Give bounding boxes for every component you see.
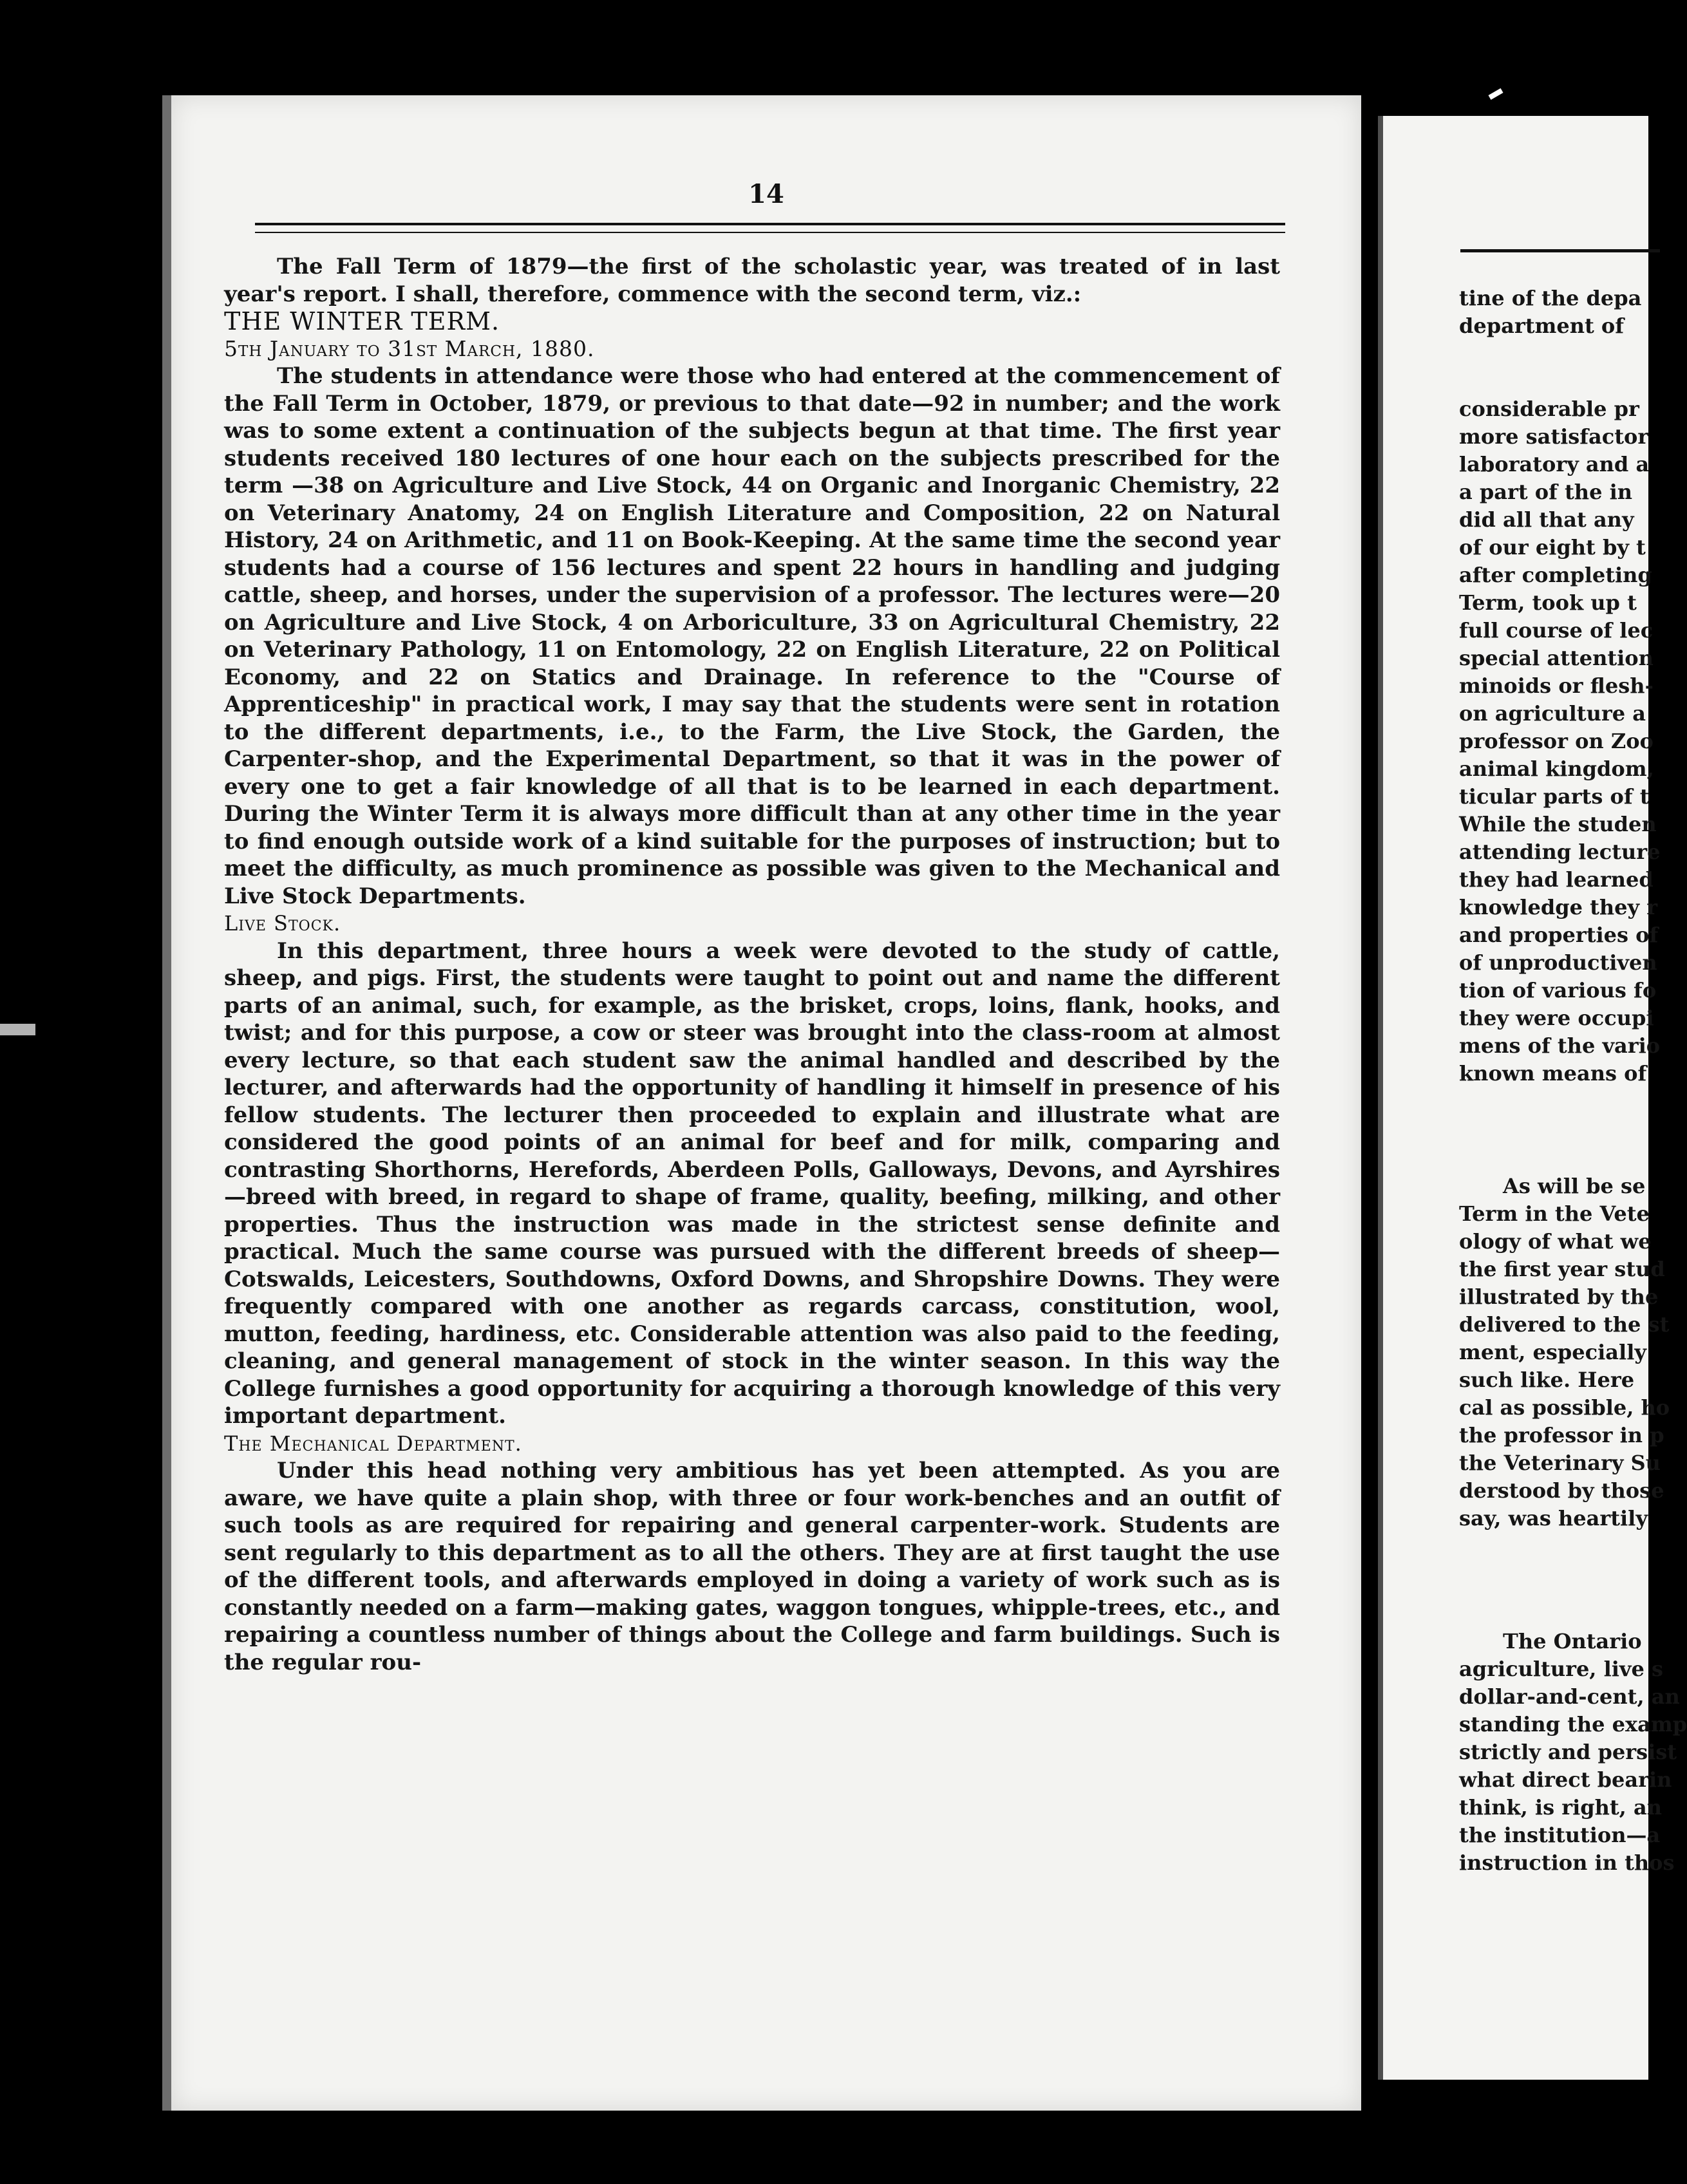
right-line: on agriculture a (1459, 701, 1646, 726)
right-line: tion of various fo (1459, 978, 1657, 1003)
right-line: cal as possible, ho (1459, 1395, 1670, 1420)
right-line: after completing (1459, 563, 1652, 587)
right-line: what direct bearin (1459, 1767, 1672, 1792)
right-line: The Ontario (1503, 1629, 1642, 1653)
mechanical-paragraph: Under this head nothing very ambitious has yet been attempted. As you are aware, we have quite a plain shop, with three or four work-benches and an outfit of such tools as are required for repairing and general carpenter-work. Students are sent regularly to this department as to all the others. They are at first taught the use of the different tools, and afterwards employed in doing a variety of work such as is constantly needed on a farm—making gates, waggon tongues, whipple-trees, etc., and repairing a countless number of things about the College and farm buildings. Such is the regular rou- (224, 1458, 1280, 1675)
right-text (1459, 285, 1687, 1877)
right-line: professor on Zoo (1459, 729, 1654, 753)
header-rule-top (255, 223, 1285, 225)
right-line: a part of the in (1459, 480, 1632, 504)
right-line: the institution—a (1459, 1823, 1661, 1847)
right-line: department of (1459, 314, 1624, 338)
right-line: think, is right, an (1459, 1795, 1662, 1820)
right-line: agriculture, live s (1459, 1657, 1663, 1681)
right-line: they were occupi (1459, 1006, 1654, 1030)
film-speck (1488, 88, 1503, 100)
left-page (162, 95, 1361, 2111)
right-line: animal kingdom, (1459, 757, 1654, 781)
right-line: and properties of (1459, 923, 1659, 947)
right-line: ology of what we (1459, 1229, 1652, 1254)
winter-term-paragraph: The students in attendance were those who had entered at the commencement of the Fall Term in October, 1879, or previous to that date—92 in number; and the work was to some extent a continuation of the subjects begun at that time. The first year students received 180 lectures of one hour each on the subjects prescribed for the term —38 on Agriculture and Live Stock, 44 on Organic and Inorganic Chemistry, 22 on Veterinary Anatomy, 24 on English Literature and Composition, 22 on Natural History, 24 on Arithmetic, and 11 on Book-Keeping. At the same time the second year students had a course of 156 lectures and spent 22 hours in handling and judging cattle, sheep, and horses, under the supervision of a professor. The lectures were—20 on Agriculture and Live Stock, 4 on Arboriculture, 33 on Agricultural Chemistry, 22 on Veterinary Pathology, 11 on Entomology, 22 on English Literature, 22 on Political Economy, and 22 on Statics and Drainage. In reference to the "Course of Apprenticeship" in practical work, I may say that the students were sent in rotation to the different departments, i.e., to the Farm, the Live Stock, the Garden, the Carpenter-shop, and the Experimental Department, so that it was in the power of every one to get a fair knowledge of all that is to be learned in each department. During the Winter Term it is always more difficult than at any other time in the year to find enough outside work of a kind suitable for the purposes of instruction; but to meet the difficulty, as much prominence as possible was given to the Mechanical and Live Stock Departments. (224, 363, 1280, 909)
right-line: standing the examp (1459, 1712, 1687, 1737)
right-line: the professor in p (1459, 1423, 1664, 1447)
right-line: strictly and persist (1459, 1740, 1677, 1764)
right-line: Term, took up t (1459, 590, 1637, 615)
right-line: instruction in thos (1459, 1850, 1675, 1875)
film-speck (0, 1024, 35, 1035)
right-line: dollar-and-cent, an (1459, 1684, 1680, 1709)
right-line: known means of (1459, 1061, 1647, 1086)
right-line: knowledge they r (1459, 895, 1658, 919)
right-line: minoids or flesh- (1459, 673, 1654, 698)
right-line: of our eight by t (1459, 535, 1646, 560)
right-page-fragment (1378, 116, 1687, 2080)
spacer (1459, 1532, 1665, 1628)
right-line: Term in the Vete (1459, 1201, 1650, 1226)
right-line: the first year stud (1459, 1257, 1665, 1281)
main-text (224, 253, 1280, 1676)
right-line: tine of the depa (1459, 286, 1642, 310)
right-line: of unproductiven (1459, 950, 1657, 975)
right-line: illustrated by the (1459, 1285, 1659, 1309)
page-number: 14 (748, 179, 784, 209)
right-line: mens of the vario (1459, 1033, 1661, 1058)
right-line: special attention (1459, 646, 1654, 670)
heading-mechanical-department: The Mechanical Department. (224, 1431, 522, 1456)
right-line: ticular parts of t (1459, 784, 1650, 809)
right-line: laboratory and a (1459, 452, 1650, 476)
right-line: full course of lec (1459, 618, 1654, 643)
right-line: attending lecture (1459, 840, 1661, 864)
heading-live-stock: Live Stock. (224, 911, 341, 936)
right-line: derstood by those (1459, 1478, 1664, 1503)
right-line: ment, especially (1459, 1340, 1646, 1364)
spacer (1459, 340, 1665, 395)
right-line: more satisfactor (1459, 424, 1649, 449)
intro-paragraph: The Fall Term of 1879—the first of the scholastic year, was treated of in last year's report. I shall, therefore, commence with the second term, viz.: (224, 254, 1280, 307)
header-rule-bottom (255, 232, 1285, 233)
heading-winter-term: THE WINTER TERM. (224, 307, 500, 335)
right-line: delivered to the st (1459, 1312, 1670, 1337)
heading-dates: 5th January to 31st March, 1880. (224, 335, 595, 361)
right-line: As will be se (1503, 1174, 1646, 1198)
right-line: did all that any (1459, 507, 1634, 532)
live-stock-paragraph: In this department, three hours a week were devoted to the study of cattle, sheep, and pigs. First, the students were taught to point out and name the different parts of an animal, such, for example, as the brisket, crops, loins, flank, hooks, and twist; and for this purpose, a cow or steer was brought into the class-room at almost every lecture, so that each student saw the animal handled and described by the lecturer, and afterwards had the opportunity of handling it himself in presence of his fellow students. The lecturer then proceeded to explain and illustrate what are considered the good points of an animal for beef and for milk, comparing and contrasting Shorthorns, Herefords, Aberdeen Polls, Galloways, Devons, and Ayrshires—breed with breed, in regard to shape of frame, quality, beefing, milking, and other properties. Thus the instruction was made in the strictest sense definite and practical. Much the same course was pursued with the different breeds of sheep—Cotswalds, Leicesters, Southdowns, Oxford Downs, and Shropshire Downs. They were frequently compared with one another as regards carcass, constitution, wool, mutton, feeding, hardiness, etc. Considerable attention was also paid to the feeding, cleaning, and general management of stock in the winter season. In this way the College furnishes a good opportunity for acquiring a thorough knowledge of this very important department. (224, 937, 1280, 1429)
spacer (1459, 1087, 1665, 1172)
right-line: such like. Here (1459, 1368, 1635, 1392)
right-line: While the studen (1459, 812, 1657, 836)
right-line: they had learned (1459, 867, 1654, 892)
right-header-rule (1460, 249, 1660, 252)
right-line: considerable pr (1459, 397, 1639, 421)
right-line: say, was heartily (1459, 1506, 1648, 1530)
right-line: the Veterinary Su (1459, 1451, 1661, 1475)
